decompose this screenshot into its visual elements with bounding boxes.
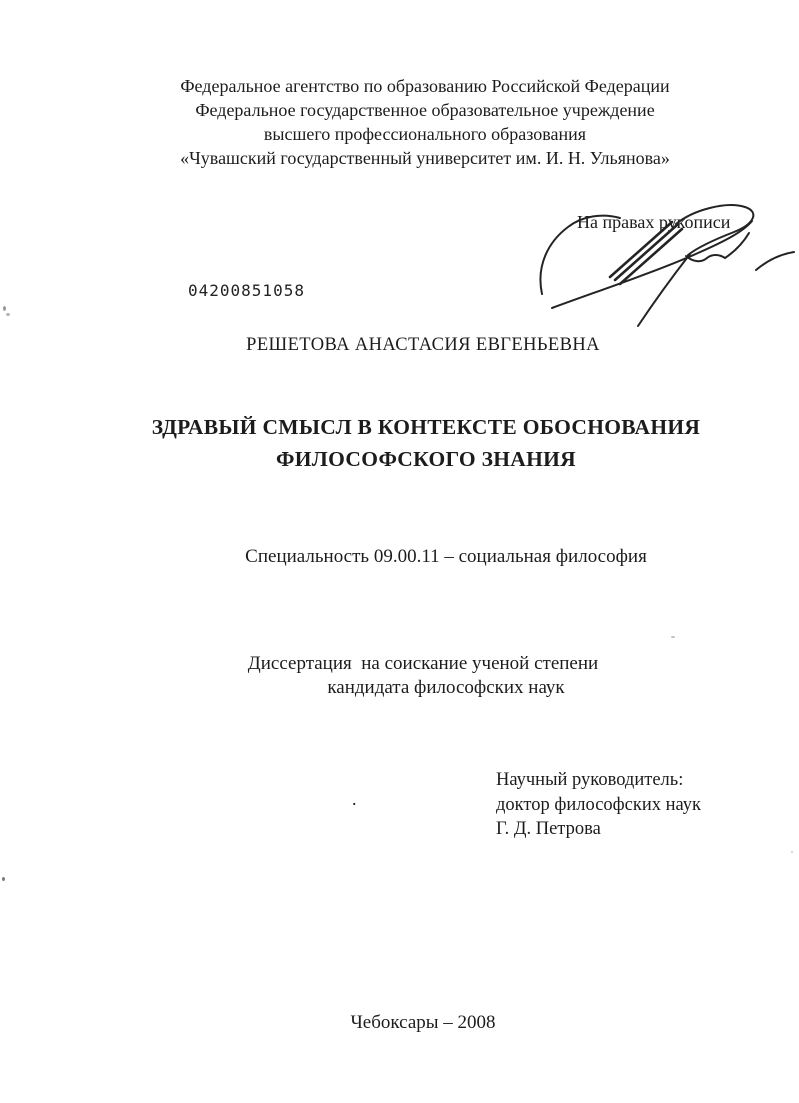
dissertation-title (152, 411, 700, 475)
imprint-city-year: Чебоксары – 2008 (350, 1012, 496, 1033)
thesis-type-line: кандидата философских наук (327, 677, 565, 698)
header-line: высшего профессионального образования (263, 124, 587, 144)
scan-artifact: . (352, 789, 357, 809)
header-line: Федеральное агентство по образованию Российской Федерации (180, 76, 670, 96)
catalog-number: 04200851058 (188, 281, 305, 300)
supervisor-name: Г. Д. Петрова (496, 819, 601, 839)
scan-artifact (2, 877, 5, 881)
supervisor-label: Научный руководитель: (496, 770, 684, 790)
thesis-type-line: Диссертация на соискание ученой степени (247, 653, 599, 674)
supervisor-degree: доктор философских наук (496, 794, 702, 815)
supervisor-block (496, 768, 701, 842)
header-line: Федеральное государственное образовательное учреждение (195, 100, 655, 120)
header-line: «Чувашский государственный университет им. И. Н. Ульянова» (180, 148, 670, 168)
scan-artifact (3, 306, 6, 311)
specialty-line: Специальность 09.00.11 – социальная философия (245, 546, 647, 567)
scan-artifact (6, 313, 10, 316)
author-name: РЕШЕТОВА АНАСТАСИЯ ЕВГЕНЬЕВНА (246, 335, 600, 355)
scan-artifact (671, 636, 675, 638)
title-line: ЗДРАВЫЙ СМЫСЛ В КОНТЕКСТЕ ОБОСНОВАНИЯ (151, 415, 701, 439)
thesis-type (248, 652, 598, 700)
institution-header (180, 74, 670, 170)
manuscript-rights-note: На правах рукописи (577, 212, 731, 232)
title-line: ФИЛОСОФСКОГО ЗНАНИЯ (275, 447, 576, 471)
handwritten-signature-icon (538, 196, 799, 328)
scan-artifact (791, 851, 793, 853)
